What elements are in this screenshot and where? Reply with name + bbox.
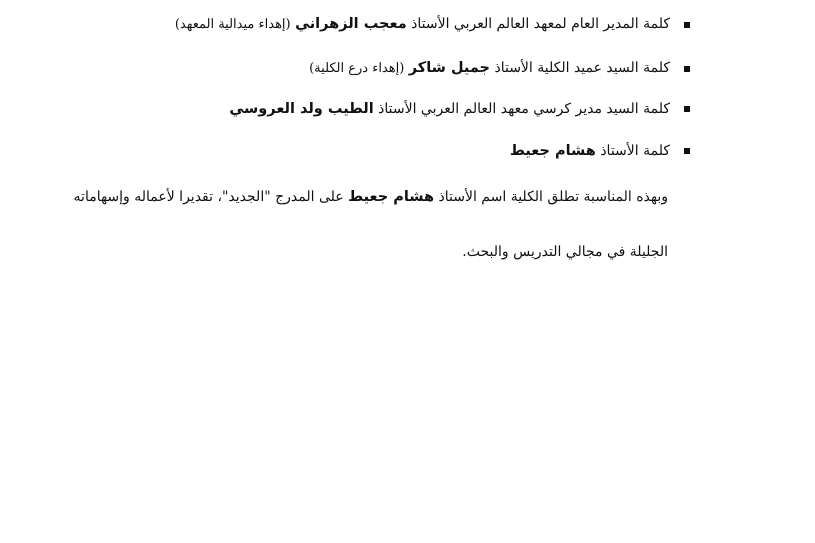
square-bullet-icon (684, 148, 690, 154)
square-bullet-icon (684, 66, 690, 72)
bullet-text (229, 99, 670, 119)
bullet-prefix: كلمة السيد عميد الكلية الأستاذ (494, 60, 670, 76)
bullet-item-1 (175, 14, 690, 35)
square-bullet-icon (684, 22, 690, 28)
paragraph-line-2 (462, 242, 668, 262)
speaker-name: جميل شاكر (408, 60, 491, 76)
bullet-prefix: كلمة الأستاذ (600, 143, 670, 159)
bullet-prefix: كلمة المدير العام لمعهد العالم العربي الأستاذ (411, 16, 670, 32)
honoree-name: هشام جعيط (348, 189, 435, 205)
bullet-note: (إهداء ميدالية المعهد) (174, 17, 291, 32)
square-bullet-icon (684, 106, 690, 112)
paragraph-text-continuation: الجليلة في مجالي التدريس والبحث. (462, 244, 668, 260)
speaker-name: معجب الزهراني (295, 16, 407, 32)
bullet-prefix: كلمة السيد مدير كرسي معهد العالم العربي الأستاذ (378, 101, 670, 117)
speaker-name: هشام جعيط (509, 143, 596, 159)
bullet-item-3 (229, 99, 690, 119)
paragraph-text-end: على المدرج "الجديد"، تقديرا لأعماله وإسهاماته (73, 189, 344, 205)
bullet-note: (إهداء درع الكلية) (309, 61, 405, 76)
bullet-text (175, 14, 670, 35)
bullet-item-2 (309, 58, 690, 79)
speaker-name: الطيب ولد العروسي (229, 101, 374, 117)
paragraph-line-1 (74, 187, 668, 207)
bullet-item-4 (510, 141, 690, 161)
bullet-text (510, 141, 670, 161)
bullet-text (309, 58, 670, 79)
paragraph-text-start: وبهذه المناسبة تطلق الكلية اسم الأستاذ (438, 189, 668, 205)
